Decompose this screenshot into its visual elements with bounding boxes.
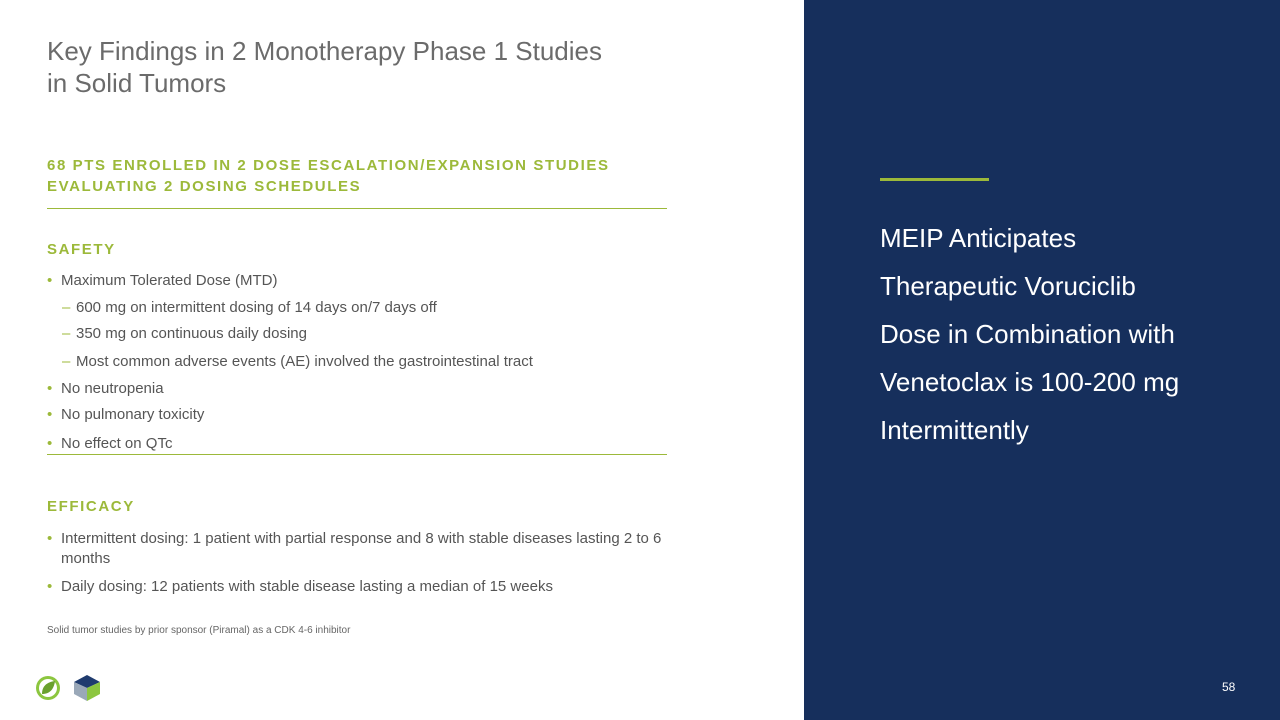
divider-top xyxy=(47,208,667,209)
bullet-marker: • xyxy=(47,530,53,547)
hexagon-logo-icon xyxy=(72,674,102,702)
bullet-text: Maximum Tolerated Dose (MTD) xyxy=(61,272,278,289)
callout-line-4: Venetoclax is 100-200 mg xyxy=(880,367,1180,397)
bullet-text: Intermittent dosing: 1 patient with partial response and 8 with stable diseases lasting 2 to 6 months xyxy=(61,530,662,567)
page-number: 58 xyxy=(1222,680,1236,694)
bullet-text: Daily dosing: 12 patients with stable disease lasting a median of 15 weeks xyxy=(61,578,553,595)
bullet-marker: • xyxy=(47,380,53,397)
dash-marker: – xyxy=(62,353,71,370)
dash-marker: – xyxy=(62,299,71,316)
safety-subbullet-600mg xyxy=(62,298,662,318)
bullet-text: No effect on QTc xyxy=(61,435,173,452)
safety-bullet-pulmonary xyxy=(47,405,662,425)
bullet-marker: • xyxy=(47,272,53,289)
callout-line-3: Dose in Combination with xyxy=(880,319,1175,349)
safety-bullet-mtd xyxy=(47,271,662,291)
callout-line-2: Therapeutic Voruciclib xyxy=(880,271,1136,301)
callout-line-1: MEIP Anticipates xyxy=(880,223,1077,253)
subtitle-line-2: EVALUATING 2 DOSING SCHEDULES xyxy=(47,178,362,195)
footnote: Solid tumor studies by prior sponsor (Piramal) as a CDK 4-6 inhibitor xyxy=(47,625,351,636)
right-panel xyxy=(804,0,1280,720)
safety-bullet-neutropenia xyxy=(47,379,662,399)
safety-heading: SAFETY xyxy=(47,241,116,258)
bullet-text: No pulmonary toxicity xyxy=(61,406,205,423)
dash-marker: – xyxy=(62,325,71,342)
slide-subtitle xyxy=(47,155,687,197)
subtitle-line-1: 68 PTS ENROLLED IN 2 DOSE ESCALATION/EXPANSION STUDIES xyxy=(47,157,610,174)
safety-subbullet-350mg xyxy=(62,324,662,344)
title-line-2: in Solid Tumors xyxy=(47,68,227,98)
safety-bullet-qtc xyxy=(47,434,662,454)
bullet-text: Most common adverse events (AE) involved the gastrointestinal tract xyxy=(76,353,533,370)
bullet-marker: • xyxy=(47,578,53,595)
accent-line xyxy=(880,178,989,181)
efficacy-heading: EFFICACY xyxy=(47,498,135,515)
leaf-logo-icon xyxy=(35,675,61,701)
bullet-marker: • xyxy=(47,435,53,452)
bullet-text: 600 mg on intermittent dosing of 14 days on/7 days off xyxy=(76,299,437,316)
bullet-text: No neutropenia xyxy=(61,380,164,397)
slide-title xyxy=(47,35,687,99)
title-line-1: Key Findings in 2 Monotherapy Phase 1 Studies xyxy=(47,36,603,66)
efficacy-bullet-daily xyxy=(47,577,662,597)
bullet-text: 350 mg on continuous daily dosing xyxy=(76,325,307,342)
callout-text xyxy=(880,214,1240,454)
bullet-marker: • xyxy=(47,406,53,423)
callout-line-5: Intermittently xyxy=(880,415,1029,445)
safety-subbullet-ae xyxy=(62,352,662,372)
divider-bottom xyxy=(47,454,667,455)
efficacy-bullet-intermittent xyxy=(47,529,662,569)
